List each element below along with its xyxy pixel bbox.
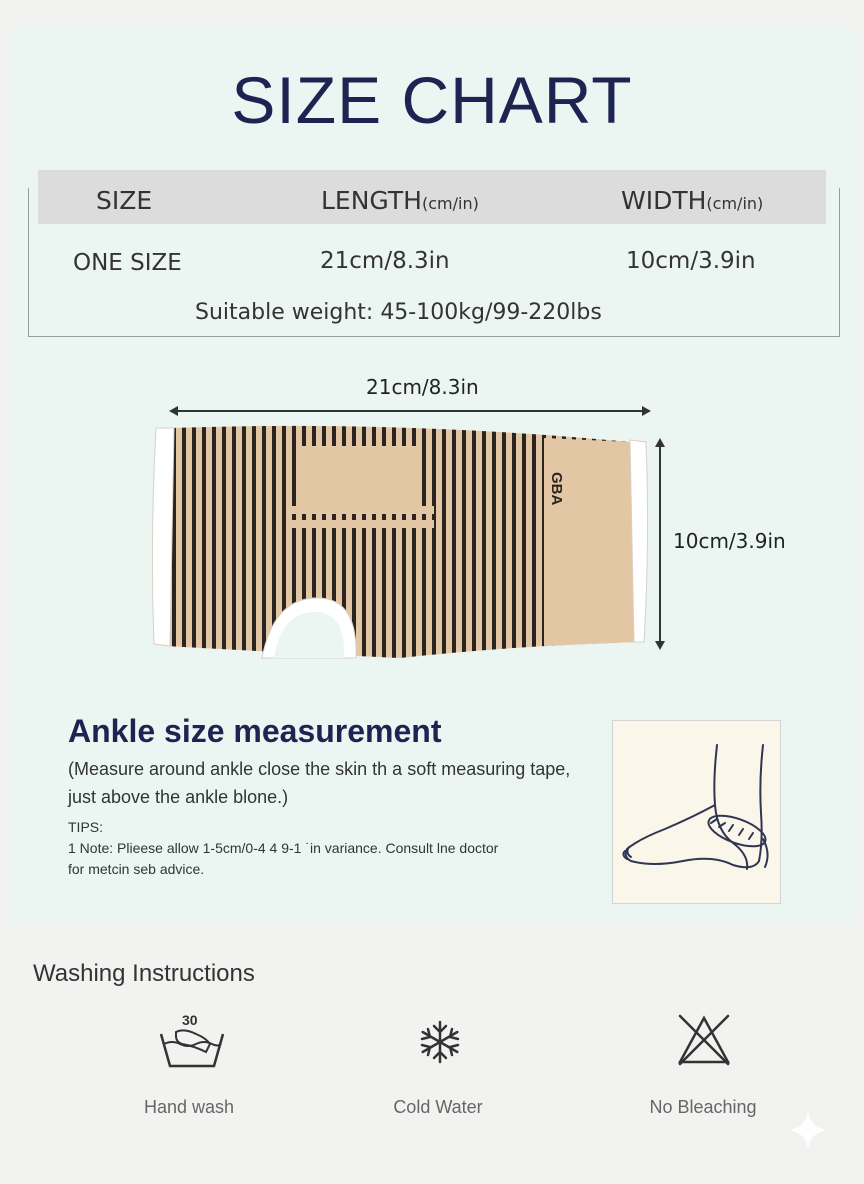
tips-line-2: for metcin seb advice.	[68, 861, 205, 877]
header-width: WIDTH(cm/in)	[621, 186, 764, 215]
tips-label: TIPS:	[68, 819, 104, 835]
width-dimension-label: 10cm/3.9in	[673, 529, 786, 553]
cell-length: 21cm/8.3in	[320, 248, 450, 274]
brand-text: GBA	[548, 472, 565, 506]
cold-water-label: Cold Water	[393, 1097, 483, 1117]
cell-width: 10cm/3.9in	[626, 248, 756, 274]
hand-wash-label: Hand wash	[143, 1097, 235, 1117]
hand-wash-icon	[158, 1012, 226, 1072]
snowflake-icon	[416, 1018, 464, 1066]
hand-wash-temperature: 30	[182, 1012, 198, 1028]
foot-icon	[613, 721, 780, 903]
header-length: LENGTH(cm/in)	[321, 186, 479, 215]
no-bleaching-label: No Bleaching	[649, 1097, 757, 1117]
tips-line-1: 1 Note: Plieese allow 1-5cm/0-4 4 9-1 ˙in variance. Consult lne doctor	[68, 840, 499, 856]
no-bleach-icon	[676, 1012, 732, 1066]
page-title: SIZE CHART	[231, 63, 633, 137]
cell-size: ONE SIZE	[73, 250, 182, 276]
length-dimension-label: 21cm/8.3in	[366, 375, 479, 399]
foot-measurement-illustration	[612, 720, 781, 904]
size-table-header	[38, 170, 826, 224]
tips-block	[68, 817, 588, 880]
ankle-measurement-description: (Measure around ankle close the skin th a soft measuring tape, just above the ankle blone.)	[68, 759, 571, 807]
ankle-sleeve-image	[150, 420, 650, 675]
weight-note: Suitable weight: 45-100kg/99-220lbs	[195, 300, 602, 325]
sparkle-icon	[786, 1108, 830, 1152]
washing-instructions-title: Washing Instructions	[33, 960, 255, 987]
ankle-measurement-title: Ankle size measurement	[68, 713, 442, 749]
length-arrow	[176, 410, 644, 412]
header-size: SIZE	[96, 186, 153, 215]
width-arrow	[659, 445, 661, 643]
